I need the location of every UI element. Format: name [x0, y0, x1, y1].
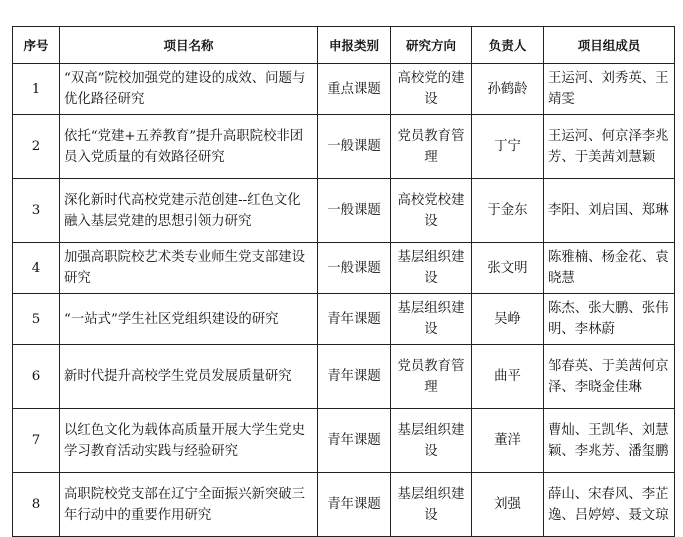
cell-members: 陈杰、张大鹏、张伟明、李林蔚	[544, 294, 675, 345]
cell-members: 邹春英、于美茜何京泽、李晓金佳琳	[544, 345, 675, 409]
cell-members: 陈雅楠、杨金花、袁晓慧	[544, 243, 675, 294]
cell-category: 一般课题	[318, 243, 391, 294]
header-members: 项目组成员	[544, 27, 675, 64]
cell-leader: 于金东	[472, 179, 544, 243]
cell-name: 深化新时代高校党建示范创建--红色文化融入基层党建的思想引领力研究	[60, 179, 318, 243]
header-direction: 研究方向	[391, 27, 472, 64]
header-leader: 负责人	[472, 27, 544, 64]
cell-category: 青年课题	[318, 473, 391, 537]
cell-direction: 基层组织建设	[391, 243, 472, 294]
cell-category: 青年课题	[318, 294, 391, 345]
cell-no: 6	[13, 345, 60, 409]
cell-category: 一般课题	[318, 115, 391, 179]
cell-no: 8	[13, 473, 60, 537]
cell-name: “一站式”学生社区党组织建设的研究	[60, 294, 318, 345]
cell-name: 加强高职院校艺术类专业师生党支部建设研究	[60, 243, 318, 294]
cell-leader: 丁宁	[472, 115, 544, 179]
cell-leader: 曲平	[472, 345, 544, 409]
cell-direction: 基层组织建设	[391, 409, 472, 473]
cell-members: 王运河、何京泽李兆芳、于美茜刘慧颖	[544, 115, 675, 179]
cell-direction: 党员教育管理	[391, 345, 472, 409]
cell-category: 一般课题	[318, 179, 391, 243]
cell-no: 3	[13, 179, 60, 243]
cell-no: 1	[13, 64, 60, 115]
cell-name: 高职院校党支部在辽宁全面振兴新突破三年行动中的重要作用研究	[60, 473, 318, 537]
cell-leader: 孙鹤龄	[472, 64, 544, 115]
cell-name: “双高”院校加强党的建设的成效、问题与优化路径研究	[60, 64, 318, 115]
header-no: 序号	[13, 27, 60, 64]
table-row	[13, 64, 675, 115]
cell-no: 5	[13, 294, 60, 345]
cell-no: 2	[13, 115, 60, 179]
cell-no: 4	[13, 243, 60, 294]
table-row	[13, 115, 675, 179]
cell-category: 青年课题	[318, 345, 391, 409]
table-row	[13, 409, 675, 473]
cell-category: 重点课题	[318, 64, 391, 115]
cell-leader: 董洋	[472, 409, 544, 473]
table-row	[13, 473, 675, 537]
cell-members: 李阳、刘启国、郑琳	[544, 179, 675, 243]
cell-name: 依托“党建+五养教育”提升高职院校非团员入党质量的有效路径研究	[60, 115, 318, 179]
cell-direction: 基层组织建设	[391, 473, 472, 537]
cell-leader: 张文明	[472, 243, 544, 294]
table-row	[13, 294, 675, 345]
cell-members: 王运河、刘秀英、王靖雯	[544, 64, 675, 115]
project-table-container	[12, 26, 675, 537]
project-table	[12, 26, 675, 537]
cell-name: 以红色文化为载体高质量开展大学生党史学习教育活动实践与经验研究	[60, 409, 318, 473]
cell-no: 7	[13, 409, 60, 473]
header-name: 项目名称	[60, 27, 318, 64]
cell-direction: 高校党校建设	[391, 179, 472, 243]
cell-members: 薛山、宋春风、李芷逸、吕婷婷、聂文琼	[544, 473, 675, 537]
cell-members: 曹灿、王凯华、刘慧颖、李兆芳、潘玺鹏	[544, 409, 675, 473]
cell-category: 青年课题	[318, 409, 391, 473]
cell-direction: 高校党的建设	[391, 64, 472, 115]
cell-direction: 基层组织建设	[391, 294, 472, 345]
cell-leader: 刘强	[472, 473, 544, 537]
cell-leader: 吴峥	[472, 294, 544, 345]
header-category: 申报类别	[318, 27, 391, 64]
table-row	[13, 243, 675, 294]
cell-direction: 党员教育管理	[391, 115, 472, 179]
table-row	[13, 345, 675, 409]
table-row	[13, 179, 675, 243]
cell-name: 新时代提升高校学生党员发展质量研究	[60, 345, 318, 409]
table-header-row	[13, 27, 675, 64]
